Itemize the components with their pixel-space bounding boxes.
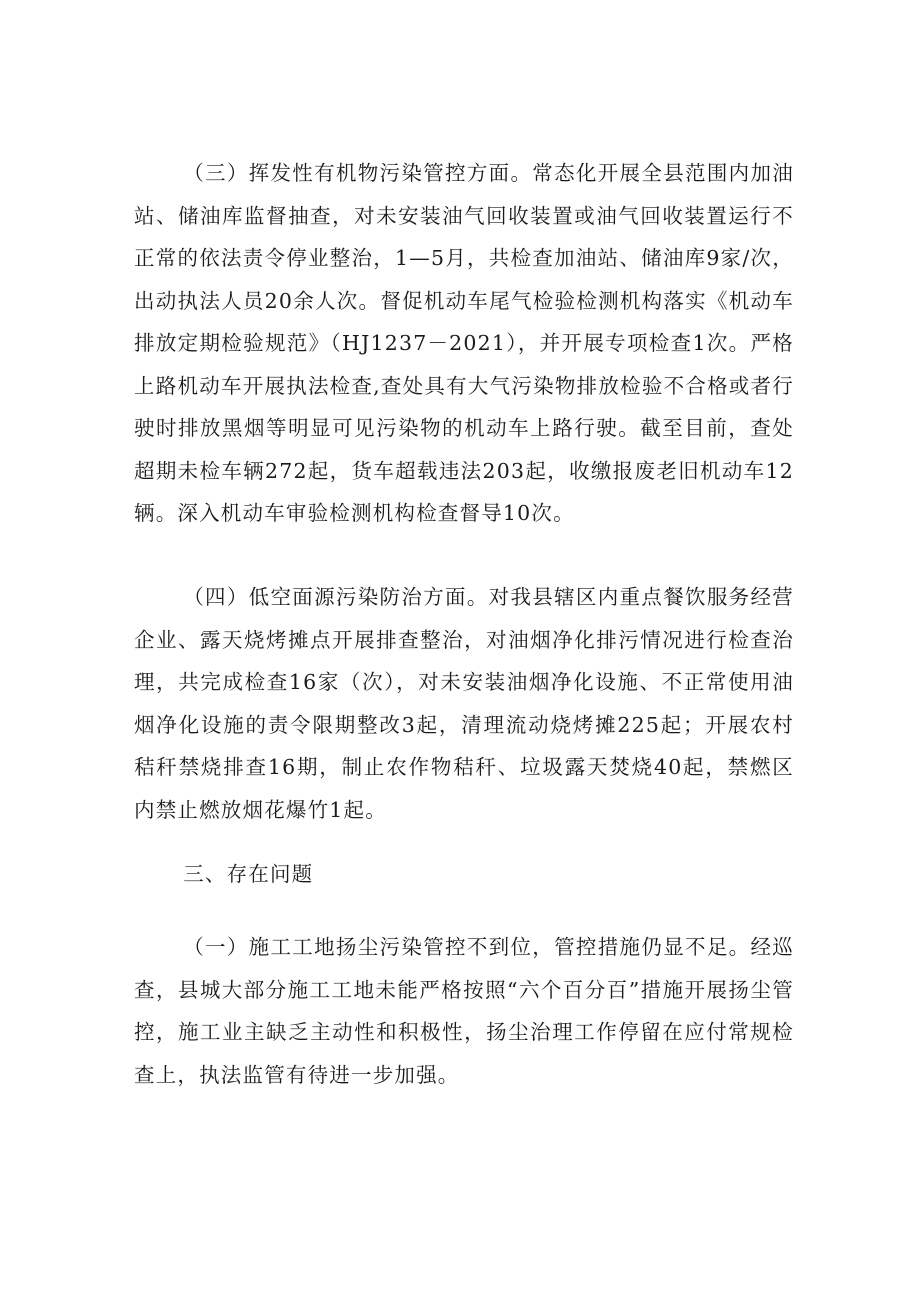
section-heading-existing-problems: 三、存在问题: [183, 862, 314, 886]
paragraph-low-altitude-pollution: （四）低空面源污染防治方面。对我县辖区内重点餐饮服务经营企业、露天烧烤摊点开展排查整治，对油烟净化排污情况进行检查治理，共完成检查16家（次），对未安装油烟净化设施、不正常使用油烟净化设施的责令限期整改3起，清理流动烧烤摊225起；开展农村秸秆禁烧排查16期，制止农作物秸秆、垃圾露天焚烧40起，禁燃区内禁止燃放烟花爆竹1起。: [134, 585, 794, 822]
paragraph-construction-dust-problem: （一）施工工地扬尘污染管控不到位，管控措施仍显不足。经巡查，县城大部分施工工地未能严格按照“六个百分百”措施开展扬尘管控，施工业主缺乏主动性和积极性，扬尘治理工作停留在应付常规检查上，执法监管有待进一步加强。: [134, 935, 794, 1087]
paragraph-voc-control: （三）挥发性有机物污染管控方面。常态化开展全县范围内加油站、储油库监督抽查，对未安装油气回收装置或油气回收装置运行不正常的依法责令停业整治，1—5月，共检查加油站、储油库9家/次，出动执法人员20余人次。督促机动车尾气检验检测机构落实《机动车排放定期检验规范》（HJ1237－2021），并开展专项检查1次。严格上路机动车开展执法检查,查处具有大气污染物排放检验不合格或者行驶时排放黑烟等明显可见污染物的机动车上路行驶。截至目前，查处超期未检车辆272起，货车超载违法203起，收缴报废老旧机动车12辆。深入机动车审验检测机构检查督导10次。: [134, 161, 794, 525]
